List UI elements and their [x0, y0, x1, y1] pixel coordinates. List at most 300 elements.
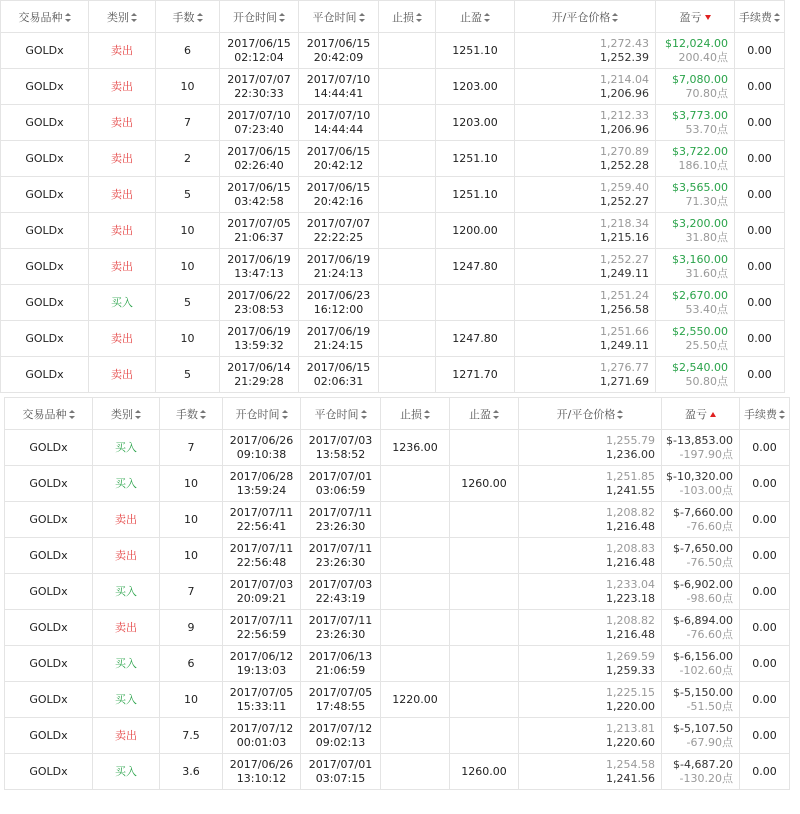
table-row[interactable] — [1, 249, 785, 285]
price-cell — [519, 754, 662, 790]
profit-amount-text: $-7,650.00 — [673, 541, 733, 555]
profit-amount-text: $-5,150.00 — [673, 685, 733, 699]
take-profit-cell — [436, 105, 515, 141]
trade-type-text: 卖出 — [115, 728, 137, 742]
close-time-cell — [301, 574, 381, 610]
symbol-text: GOLDx — [29, 548, 68, 562]
take-profit-cell — [436, 33, 515, 69]
close-price-text: 1,252.27 — [600, 194, 649, 208]
open-price-text: 1,251.24 — [600, 288, 649, 302]
profit-cell — [656, 249, 735, 285]
close-time-text: 17:48:55 — [315, 699, 366, 713]
profit-amount-text: $3,160.00 — [672, 252, 728, 266]
price-cell — [519, 574, 662, 610]
profit-points-text: -51.50点 — [686, 699, 733, 713]
close-time-text: 22:43:19 — [315, 591, 366, 605]
lots-text: 5 — [184, 367, 191, 381]
stop-loss-cell — [379, 285, 436, 321]
type-cell — [93, 682, 160, 718]
close-time-text: 03:07:15 — [315, 771, 366, 785]
open-price-text: 1,208.83 — [606, 541, 655, 555]
table-row[interactable] — [1, 321, 785, 357]
header-price[interactable] — [515, 1, 656, 33]
fee-cell — [740, 466, 790, 502]
symbol-cell — [1, 285, 89, 321]
fee-cell — [735, 285, 785, 321]
close-date-text: 2017/06/13 — [308, 649, 373, 663]
close-time-text: 02:06:31 — [313, 374, 364, 388]
header-label: 止损 — [392, 10, 414, 24]
profit-points-text: 70.80点 — [685, 86, 728, 100]
open-date-text: 2017/06/14 — [227, 360, 291, 374]
sort-icon[interactable] — [484, 13, 490, 22]
table-row[interactable] — [5, 466, 790, 502]
fee-cell — [740, 430, 790, 466]
profit-points-text: 53.40点 — [685, 302, 728, 316]
header-symbol[interactable] — [1, 1, 89, 33]
lots-text: 3.6 — [182, 764, 200, 778]
trade-type-text: 卖出 — [111, 115, 133, 129]
close-price-text: 1,223.18 — [606, 591, 655, 605]
table-row[interactable] — [1, 69, 785, 105]
profit-points-text: 186.10点 — [678, 158, 728, 172]
symbol-cell — [5, 646, 93, 682]
table-row[interactable] — [1, 33, 785, 69]
header-type[interactable] — [89, 1, 156, 33]
profit-cell — [656, 321, 735, 357]
sort-icon[interactable] — [279, 13, 285, 22]
take-profit-text: 1251.10 — [452, 43, 498, 57]
take-profit-cell — [436, 69, 515, 105]
symbol-cell — [1, 249, 89, 285]
close-price-text: 1,252.39 — [600, 50, 649, 64]
header-stop-loss[interactable] — [379, 1, 436, 33]
sort-icon[interactable] — [361, 410, 367, 419]
take-profit-text: 1271.70 — [452, 367, 498, 381]
take-profit-text: 1247.80 — [452, 259, 498, 273]
lots-cell — [160, 430, 223, 466]
fee-text: 0.00 — [752, 728, 777, 742]
take-profit-cell — [436, 357, 515, 393]
stop-loss-cell — [379, 321, 436, 357]
header-symbol[interactable] — [5, 398, 93, 430]
table-row[interactable] — [1, 141, 785, 177]
header-label: 盈亏 — [679, 10, 702, 24]
sort-icon[interactable] — [135, 410, 141, 419]
profit-cell — [656, 33, 735, 69]
top-profit-trades-table — [0, 0, 785, 393]
take-profit-cell — [450, 754, 519, 790]
profit-points-text: -76.50点 — [686, 555, 733, 569]
open-time-text: 00:01:03 — [236, 735, 287, 749]
open-time-cell — [223, 430, 301, 466]
lots-cell — [156, 213, 220, 249]
fee-cell — [735, 105, 785, 141]
stop-loss-text: 1236.00 — [392, 440, 438, 454]
stop-loss-cell — [381, 718, 450, 754]
table-row[interactable] — [5, 754, 790, 790]
type-cell — [93, 574, 160, 610]
close-time-cell — [301, 754, 381, 790]
close-price-text: 1,220.60 — [606, 735, 655, 749]
lots-text: 10 — [180, 331, 195, 345]
lots-cell — [160, 538, 223, 574]
symbol-text: GOLDx — [25, 259, 64, 273]
price-cell — [515, 249, 656, 285]
header-label: 交易品种 — [18, 10, 63, 24]
table-row[interactable] — [5, 574, 790, 610]
open-date-text: 2017/06/15 — [227, 144, 291, 158]
header-price[interactable] — [519, 398, 662, 430]
header-profit[interactable] — [662, 398, 740, 430]
open-date-text: 2017/06/28 — [229, 469, 294, 483]
open-time-cell — [223, 682, 301, 718]
profit-amount-text: $-7,660.00 — [673, 505, 733, 519]
profit-points-text: -98.60点 — [686, 591, 733, 605]
stop-loss-cell — [379, 213, 436, 249]
open-time-cell — [220, 249, 299, 285]
fee-text: 0.00 — [747, 151, 772, 165]
open-price-text: 1,255.79 — [606, 433, 655, 447]
symbol-text: GOLDx — [25, 115, 64, 129]
header-open-time[interactable] — [223, 398, 301, 430]
type-cell — [93, 502, 160, 538]
fee-cell — [740, 610, 790, 646]
close-date-text: 2017/07/01 — [308, 469, 373, 483]
lots-text: 10 — [180, 259, 195, 273]
stop-loss-cell — [381, 610, 450, 646]
profit-cell — [662, 430, 740, 466]
profit-amount-text: $-10,320.00 — [666, 469, 733, 483]
profit-amount-text: $3,200.00 — [672, 216, 728, 230]
profit-points-text: 25.50点 — [685, 338, 728, 352]
profit-cell — [656, 141, 735, 177]
take-profit-cell — [436, 141, 515, 177]
symbol-cell — [1, 33, 89, 69]
profit-cell — [656, 213, 735, 249]
symbol-text: GOLDx — [29, 764, 68, 778]
take-profit-text: 1203.00 — [452, 115, 498, 129]
header-label: 手续费 — [744, 407, 777, 421]
close-time-cell — [299, 249, 379, 285]
open-price-text: 1,251.85 — [606, 469, 655, 483]
sort-icon[interactable] — [493, 410, 499, 419]
profit-points-text: -67.90点 — [686, 735, 733, 749]
table-row[interactable] — [1, 213, 785, 249]
fee-text: 0.00 — [752, 584, 777, 598]
close-time-cell — [299, 285, 379, 321]
open-time-text: 15:33:11 — [236, 699, 287, 713]
lots-cell — [160, 682, 223, 718]
table-row[interactable] — [5, 682, 790, 718]
symbol-text: GOLDx — [29, 728, 68, 742]
close-date-text: 2017/07/07 — [306, 216, 371, 230]
sort-icon[interactable] — [416, 13, 422, 22]
fee-cell — [740, 754, 790, 790]
trade-type-text: 卖出 — [115, 512, 137, 526]
sort-icon[interactable] — [69, 410, 75, 419]
fee-text: 0.00 — [747, 367, 772, 381]
sort-icon[interactable] — [131, 13, 137, 22]
close-time-cell — [301, 538, 381, 574]
table-row[interactable] — [5, 718, 790, 754]
open-price-text: 1,276.77 — [600, 360, 649, 374]
close-price-text: 1,216.48 — [606, 519, 655, 533]
sort-icon[interactable] — [424, 410, 430, 419]
header-stop-loss[interactable] — [381, 398, 450, 430]
open-time-cell — [220, 177, 299, 213]
trade-type-text: 卖出 — [111, 187, 133, 201]
open-price-text: 1,213.81 — [606, 721, 655, 735]
profit-amount-text: $-6,156.00 — [673, 649, 733, 663]
header-fee[interactable] — [740, 398, 790, 430]
sort-icon[interactable] — [200, 410, 206, 419]
symbol-text: GOLDx — [25, 151, 64, 165]
table-header-row — [5, 398, 790, 430]
open-time-cell — [223, 466, 301, 502]
close-time-text: 21:06:59 — [315, 663, 366, 677]
type-cell — [89, 357, 156, 393]
symbol-cell — [1, 177, 89, 213]
open-price-text: 1,252.27 — [600, 252, 649, 266]
header-type[interactable] — [93, 398, 160, 430]
profit-points-text: 31.60点 — [685, 266, 728, 280]
close-time-text: 20:42:09 — [313, 50, 364, 64]
open-time-cell — [220, 213, 299, 249]
fee-text: 0.00 — [752, 692, 777, 706]
table-row[interactable] — [5, 646, 790, 682]
table-row[interactable] — [5, 430, 790, 466]
close-time-text: 22:22:25 — [313, 230, 364, 244]
trade-type-text: 卖出 — [115, 548, 137, 562]
lots-text: 10 — [184, 548, 198, 562]
open-time-cell — [223, 754, 301, 790]
take-profit-cell — [436, 285, 515, 321]
symbol-cell — [1, 321, 89, 357]
close-date-text: 2017/07/01 — [308, 757, 373, 771]
header-fee[interactable] — [735, 1, 785, 33]
open-date-text: 2017/07/10 — [227, 108, 291, 122]
close-time-cell — [299, 141, 379, 177]
fee-cell — [740, 574, 790, 610]
close-date-text: 2017/07/11 — [308, 505, 373, 519]
type-cell — [89, 249, 156, 285]
type-cell — [93, 610, 160, 646]
price-cell — [515, 69, 656, 105]
header-label: 平仓时间 — [314, 407, 359, 421]
sort-icon[interactable] — [779, 410, 785, 419]
lots-cell — [156, 249, 220, 285]
profit-amount-text: $-6,894.00 — [673, 613, 733, 627]
header-label: 开/平仓价格 — [551, 10, 611, 24]
close-time-cell — [301, 466, 381, 502]
lots-cell — [156, 285, 220, 321]
header-label: 类别 — [107, 10, 129, 24]
open-price-text: 1,208.82 — [606, 613, 655, 627]
header-take-profit[interactable] — [450, 398, 519, 430]
type-cell — [93, 430, 160, 466]
close-time-text: 21:24:15 — [313, 338, 364, 352]
header-lots[interactable] — [156, 1, 220, 33]
open-time-text: 13:47:13 — [234, 266, 284, 280]
header-label: 止盈 — [460, 10, 482, 24]
close-date-text: 2017/07/03 — [308, 433, 373, 447]
sort-icon[interactable] — [774, 13, 780, 22]
lots-text: 5 — [184, 295, 191, 309]
price-cell — [519, 538, 662, 574]
table-row[interactable] — [5, 610, 790, 646]
sort-ascending-icon[interactable] — [710, 412, 716, 417]
price-cell — [515, 141, 656, 177]
close-time-text: 23:26:30 — [315, 519, 366, 533]
open-time-text: 22:56:48 — [236, 555, 287, 569]
sort-icon[interactable] — [612, 13, 618, 22]
fee-cell — [740, 646, 790, 682]
symbol-text: GOLDx — [29, 440, 68, 454]
lots-text: 10 — [184, 476, 198, 490]
fee-cell — [740, 502, 790, 538]
lots-text: 10 — [180, 223, 195, 237]
close-price-text: 1,241.55 — [606, 483, 655, 497]
profit-cell — [656, 177, 735, 213]
open-date-text: 2017/06/15 — [227, 36, 291, 50]
sort-icon[interactable] — [65, 13, 71, 22]
open-time-text: 13:59:24 — [236, 483, 287, 497]
type-cell — [89, 285, 156, 321]
table-row[interactable] — [5, 538, 790, 574]
open-date-text: 2017/07/12 — [229, 721, 294, 735]
take-profit-cell — [450, 574, 519, 610]
lots-text: 7 — [187, 584, 195, 598]
take-profit-cell — [450, 430, 519, 466]
type-cell — [89, 33, 156, 69]
profit-points-text: -102.60点 — [679, 663, 733, 677]
close-price-text: 1,241.56 — [606, 771, 655, 785]
table-row[interactable] — [1, 105, 785, 141]
sort-icon[interactable] — [282, 410, 288, 419]
lots-cell — [160, 502, 223, 538]
close-time-cell — [301, 610, 381, 646]
header-take-profit[interactable] — [436, 1, 515, 33]
trade-type-text: 买入 — [115, 764, 137, 778]
close-price-text: 1,220.00 — [606, 699, 655, 713]
open-date-text: 2017/06/26 — [229, 757, 294, 771]
lots-text: 6 — [184, 43, 191, 57]
close-time-text: 23:26:30 — [315, 627, 366, 641]
profit-points-text: -103.00点 — [679, 483, 733, 497]
price-cell — [515, 321, 656, 357]
take-profit-text: 1260.00 — [461, 476, 507, 490]
lots-text: 9 — [187, 620, 195, 634]
sort-icon[interactable] — [617, 410, 623, 419]
open-time-cell — [223, 646, 301, 682]
open-price-text: 1,251.66 — [600, 324, 649, 338]
open-time-cell — [223, 718, 301, 754]
lots-cell — [160, 754, 223, 790]
table-header-row — [1, 1, 785, 33]
profit-points-text: 200.40点 — [678, 50, 728, 64]
close-price-text: 1,206.96 — [600, 86, 649, 100]
header-profit[interactable] — [656, 1, 735, 33]
lots-cell — [160, 718, 223, 754]
sort-icon[interactable] — [197, 13, 203, 22]
profit-cell — [662, 610, 740, 646]
symbol-cell — [1, 141, 89, 177]
close-date-text: 2017/07/11 — [308, 613, 373, 627]
close-time-text: 21:24:13 — [313, 266, 364, 280]
take-profit-cell — [450, 502, 519, 538]
symbol-text: GOLDx — [25, 187, 64, 201]
profit-points-text: 31.80点 — [685, 230, 728, 244]
profit-points-text: -130.20点 — [679, 771, 733, 785]
take-profit-cell — [450, 610, 519, 646]
profit-cell — [656, 69, 735, 105]
price-cell — [519, 430, 662, 466]
stop-loss-cell — [381, 430, 450, 466]
header-label: 开仓时间 — [233, 10, 277, 24]
header-lots[interactable] — [160, 398, 223, 430]
lots-cell — [156, 69, 220, 105]
table-row[interactable] — [1, 285, 785, 321]
profit-points-text: -76.60点 — [686, 519, 733, 533]
open-time-text: 03:42:58 — [234, 194, 284, 208]
header-open-time[interactable] — [220, 1, 299, 33]
close-price-text: 1,216.48 — [606, 555, 655, 569]
type-cell — [89, 321, 156, 357]
open-date-text: 2017/07/05 — [227, 216, 291, 230]
close-time-cell — [299, 357, 379, 393]
close-price-text: 1,249.11 — [600, 338, 649, 352]
take-profit-text: 1260.00 — [461, 764, 507, 778]
table-row[interactable] — [1, 357, 785, 393]
symbol-cell — [1, 357, 89, 393]
profit-cell — [662, 466, 740, 502]
type-cell — [89, 69, 156, 105]
stop-loss-cell — [381, 754, 450, 790]
header-close-time[interactable] — [301, 398, 381, 430]
close-date-text: 2017/06/15 — [306, 144, 371, 158]
open-date-text: 2017/07/05 — [229, 685, 294, 699]
lots-cell — [160, 610, 223, 646]
close-price-text: 1,256.58 — [600, 302, 649, 316]
profit-amount-text: $-6,902.00 — [673, 577, 733, 591]
lots-cell — [156, 321, 220, 357]
bottom-loss-trades-table — [4, 397, 790, 790]
open-time-cell — [220, 141, 299, 177]
table-row[interactable] — [5, 502, 790, 538]
stop-loss-cell — [381, 682, 450, 718]
open-time-text: 09:10:38 — [236, 447, 287, 461]
header-label: 手数 — [176, 407, 198, 421]
open-time-cell — [220, 357, 299, 393]
trade-type-text: 买入 — [115, 692, 137, 706]
profit-cell — [656, 105, 735, 141]
sort-descending-icon[interactable] — [705, 15, 711, 20]
type-cell — [89, 213, 156, 249]
stop-loss-cell — [379, 357, 436, 393]
lots-cell — [156, 177, 220, 213]
table-row[interactable] — [1, 177, 785, 213]
sort-icon[interactable] — [359, 13, 365, 22]
fee-cell — [735, 33, 785, 69]
symbol-cell — [1, 105, 89, 141]
lots-text: 7 — [184, 115, 191, 129]
symbol-cell — [5, 538, 93, 574]
profit-amount-text: $-13,853.00 — [666, 433, 733, 447]
header-close-time[interactable] — [299, 1, 379, 33]
take-profit-cell — [436, 321, 515, 357]
type-cell — [93, 466, 160, 502]
